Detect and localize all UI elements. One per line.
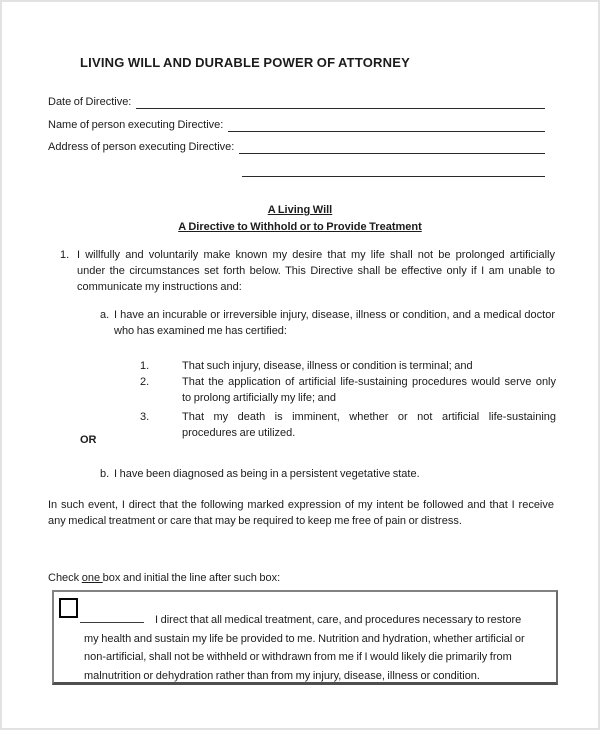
name-of-person-field[interactable] bbox=[228, 117, 545, 132]
sub-item-2-text: That the application of artificial life-sustaining procedures would serve only to prolong artificially my life; and bbox=[182, 376, 556, 405]
name-of-person-label: Name of person executing Directive: bbox=[48, 119, 224, 131]
item-b-text: I have been diagnosed as being in a persistent vegetative state. bbox=[114, 468, 420, 480]
closing-paragraph: In such event, I direct that the following marked expression of my intent be followed and that I receive any medical treatment or care that may be required to keep me free of pain or distress. bbox=[48, 499, 554, 528]
sub-item-1-text: That such injury, disease, illness or condition is terminal; and bbox=[182, 360, 473, 372]
date-of-directive-label: Date of Directive: bbox=[48, 96, 132, 108]
form-row-date bbox=[48, 94, 545, 109]
section-heading-line1: A Living Will bbox=[267, 204, 333, 216]
item-1-marker: 1. bbox=[60, 249, 70, 261]
form-row-address bbox=[48, 139, 545, 154]
address-of-person-field[interactable] bbox=[239, 139, 545, 154]
item-a-marker: a. bbox=[100, 309, 110, 321]
numbered-item-1 bbox=[60, 247, 555, 296]
section-heading bbox=[2, 202, 598, 235]
sub-item-1 bbox=[140, 358, 556, 374]
item-b-marker: b. bbox=[100, 468, 110, 480]
sub-item-2-marker: 2. bbox=[140, 376, 150, 389]
section-heading-line2: A Directive to Withhold or to Provide Treatment bbox=[178, 220, 422, 233]
option-box bbox=[52, 590, 558, 685]
sub-item-2 bbox=[140, 374, 556, 406]
option-checkbox[interactable] bbox=[59, 598, 78, 618]
address-extra-line-field[interactable] bbox=[242, 160, 545, 177]
or-label: OR bbox=[80, 434, 97, 446]
item-a-text: I have an incurable or irreversible injury, disease, illness or condition, and a medical doctor who has examined me has certified: bbox=[114, 309, 555, 338]
item-1-text: I willfully and voluntarily make known my desire that my life shall not be prolonged artificially under the circumstances set forth below. This Directive shall be effective only if I am unable to communicate my instructions and: bbox=[77, 249, 555, 294]
check-instruction-suffix: box and initial the line after such box: bbox=[102, 572, 281, 584]
sub-item-3-marker: 3. bbox=[140, 410, 150, 423]
certification-sublist bbox=[140, 358, 556, 441]
lettered-item-a bbox=[100, 307, 555, 339]
form-row-name bbox=[48, 117, 545, 132]
underlined-word-one: one bbox=[81, 572, 103, 584]
address-of-person-label: Address of person executing Directive: bbox=[48, 141, 235, 153]
option-box-text: I direct that all medical treatment, care, and procedures necessary to restore my health and sustain my life be provided to me. Nutrition and hydration, whether artificial or non-artificial, shall not be withheld or withdrawn from me if I would likely die primarily from malnutrition or dehydration rather than from my injury, disease, illness or condition. bbox=[84, 614, 525, 682]
check-instruction bbox=[48, 572, 280, 584]
document-title: LIVING WILL AND DURABLE POWER OF ATTORNEY bbox=[80, 55, 410, 70]
sub-item-3-text: That my death is imminent, whether or not artificial life-sustaining procedures are utilized. bbox=[182, 410, 556, 439]
lettered-item-b bbox=[100, 466, 555, 482]
check-instruction-prefix: Check bbox=[48, 572, 82, 584]
date-of-directive-field[interactable] bbox=[136, 94, 545, 109]
sub-item-1-marker: 1. bbox=[140, 360, 150, 372]
sub-item-3 bbox=[140, 409, 556, 441]
